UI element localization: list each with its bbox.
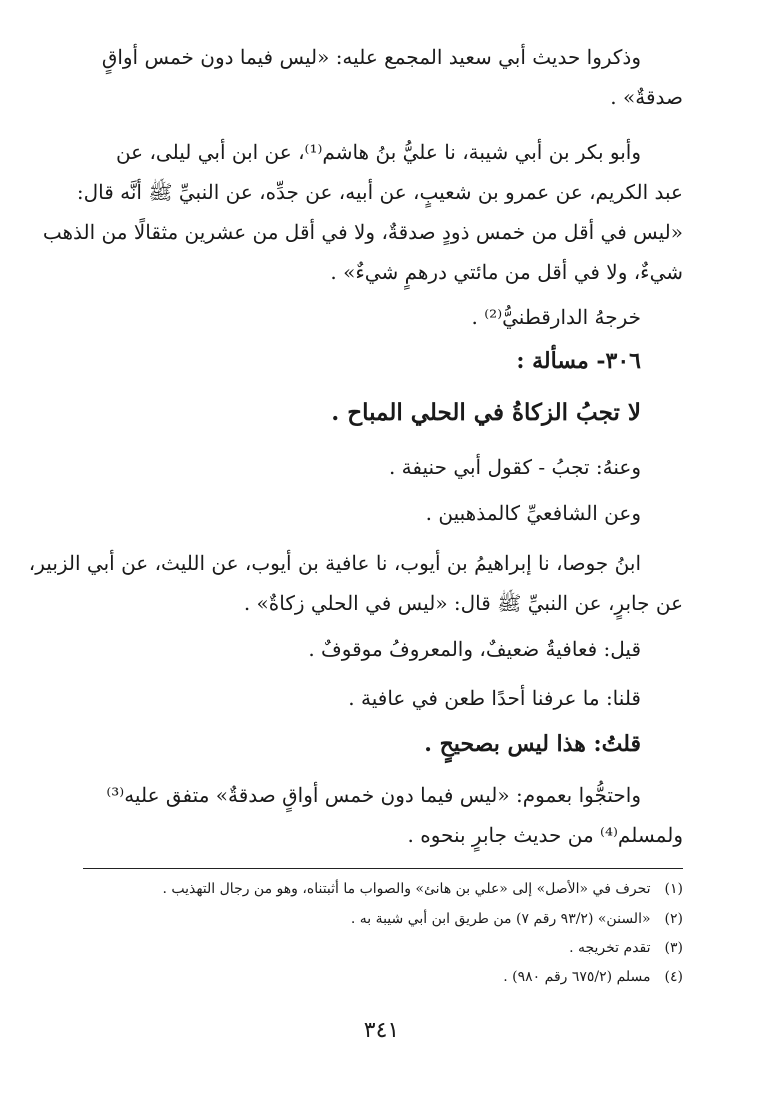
author-remark-heading: قلتُ: هذا ليس بصحيحٍ . xyxy=(424,731,641,757)
paragraph-line: خرجهُ الدارقطنيُّ⁽²⁾ . xyxy=(471,305,641,329)
paragraph-line: قيل: فعافيةُ ضعيفٌ، والمعروفُ موقوفٌ . xyxy=(308,637,641,661)
section-number-heading: ٣٠٦- مسألة : xyxy=(516,348,641,374)
footnote-number: (٤) xyxy=(664,969,683,985)
paragraph-line: صدقةٌ» . xyxy=(610,85,683,109)
paragraph-line: وأبو بكر بن أبي شيبة، نا عليُّ بنُ هاشم⁽¹⁾، عن ابن أبي ليلى، عن xyxy=(115,140,641,164)
page-number: ٣٤١ xyxy=(363,1018,400,1043)
footnote xyxy=(569,937,683,959)
paragraph-line: شيءٌ، ولا في أقل من مائتي درهمٍ شيءٌ» . xyxy=(330,260,683,284)
footnote-text: «السنن» (٩٣/٢ رقم ٧) من طريق ابن أبي شيبة به . xyxy=(350,911,651,927)
paragraph-line: عبد الكريم، عن عمرو بن شعيبٍ، عن أبيه، عن جدِّه، عن النبيِّ ﷺ أنَّه قال: xyxy=(76,180,683,204)
paragraph-line: وعن الشافعيِّ كالمذهبين . xyxy=(425,501,641,525)
paragraph-line: وعنهُ: تجبُ - كقول أبي حنيفة . xyxy=(388,455,641,479)
paragraph-line: «ليس في أقل من خمس ذودٍ صدقةٌ، ولا في أقل من عشرين مثقالًا من الذهب xyxy=(42,220,683,244)
footnote-text: تحرف في «الأصل» إلى «علي بن هانئ» والصواب ما أثبتناه، وهو من رجال التهذيب . xyxy=(162,881,651,897)
footnote-divider xyxy=(83,868,683,869)
footnote xyxy=(351,908,683,930)
footnote xyxy=(503,966,683,988)
footnote-text: مسلم (٦٧٥/٢ رقم ٩٨٠) . xyxy=(503,969,651,985)
paragraph-line: قلنا: ما عرفنا أحدًا طعن في عافية . xyxy=(348,686,641,710)
footnote-number: (٢) xyxy=(664,911,683,927)
footnote xyxy=(162,878,683,900)
paragraph-line: ولمسلم⁽⁴⁾ من حديث جابرٍ بنحوه . xyxy=(407,823,683,847)
paragraph-line: وذكروا حديث أبي سعيد المجمع عليه: «ليس فيما دون خمس أواقٍ xyxy=(101,45,641,69)
footnote-number: (٣) xyxy=(664,940,683,956)
paragraph-line: عن جابرٍ، عن النبيِّ ﷺ قال: «ليس في الحلي زكاةٌ» . xyxy=(243,591,683,615)
section-title-heading: لا تجبُ الزكاةُ في الحلي المباح . xyxy=(331,399,641,426)
paragraph-line: ابنُ جوصا، نا إبراهيمُ بن أيوب، نا عافية بن أيوب، عن الليث، عن أبي الزبير، xyxy=(28,551,641,575)
paragraph-line: واحتجُّوا بعموم: «ليس فيما دون خمس أواقٍ صدقةٌ» متفق عليه⁽³⁾ xyxy=(106,783,641,807)
footnote-number: (١) xyxy=(664,881,683,897)
footnote-text: تقدم تخريجه . xyxy=(569,940,651,956)
